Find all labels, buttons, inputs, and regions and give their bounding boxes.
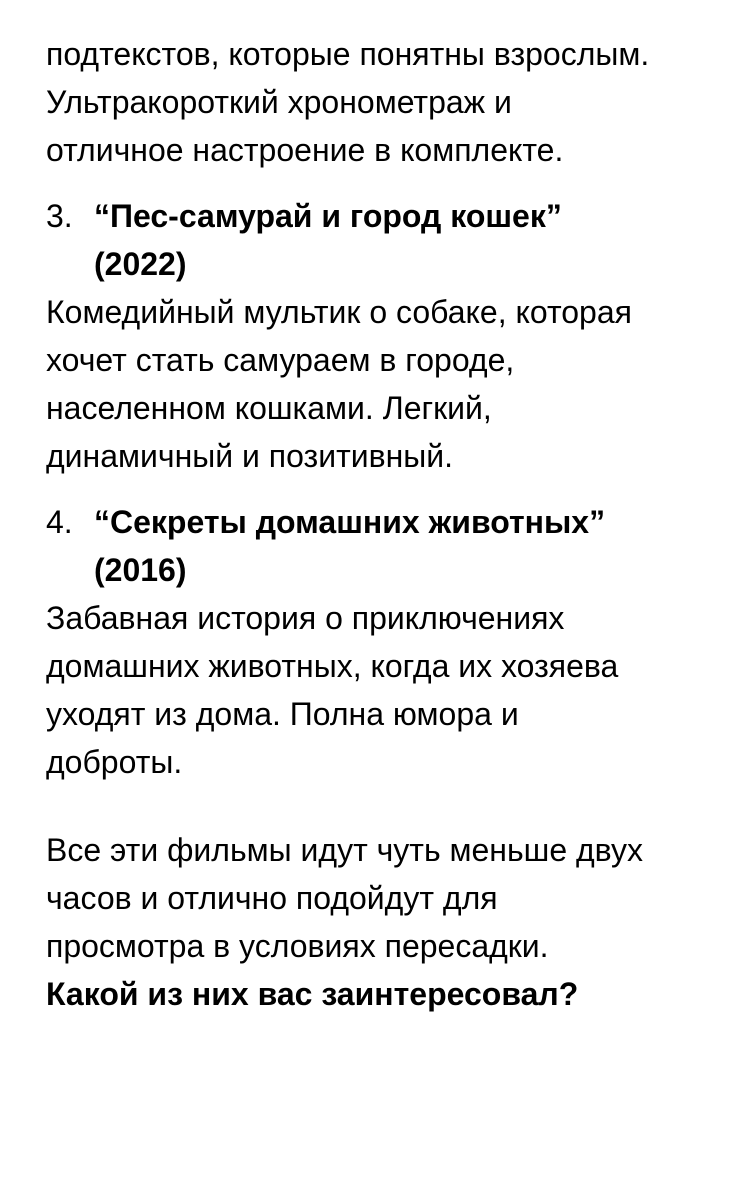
- closing-question: Какой из них вас заинтересовал?: [46, 976, 579, 1012]
- list-item-4: [46, 498, 710, 786]
- list-item-number: 3.: [46, 198, 73, 234]
- list-item-number: 4.: [46, 504, 73, 540]
- movie-description: Забавная история о приключениях домашних животных, когда их хозяева уходят из дома. Полна юмора и доброты.: [46, 600, 619, 780]
- closing-block: [46, 826, 710, 1018]
- movie-title: “Пес-самурай и город кошек” (2022): [94, 198, 562, 282]
- list-item-3: [46, 192, 710, 480]
- list-item-heading: [46, 192, 710, 288]
- intro-paragraph-tail: подтекстов, которые понятны взрослым. Ультракороткий хронометраж и отличное настроение в комплекте.: [46, 36, 650, 168]
- list-item-heading: [46, 498, 710, 594]
- closing-paragraph: Все эти фильмы идут чуть меньше двух часов и отлично подойдут для просмотра в условиях пересадки.: [46, 832, 643, 964]
- movie-description: Комедийный мультик о собаке, которая хочет стать самураем в городе, населенном кошками. Легкий, динамичный и позитивный.: [46, 294, 632, 474]
- movie-title: “Секреты домашних животных” (2016): [94, 504, 606, 588]
